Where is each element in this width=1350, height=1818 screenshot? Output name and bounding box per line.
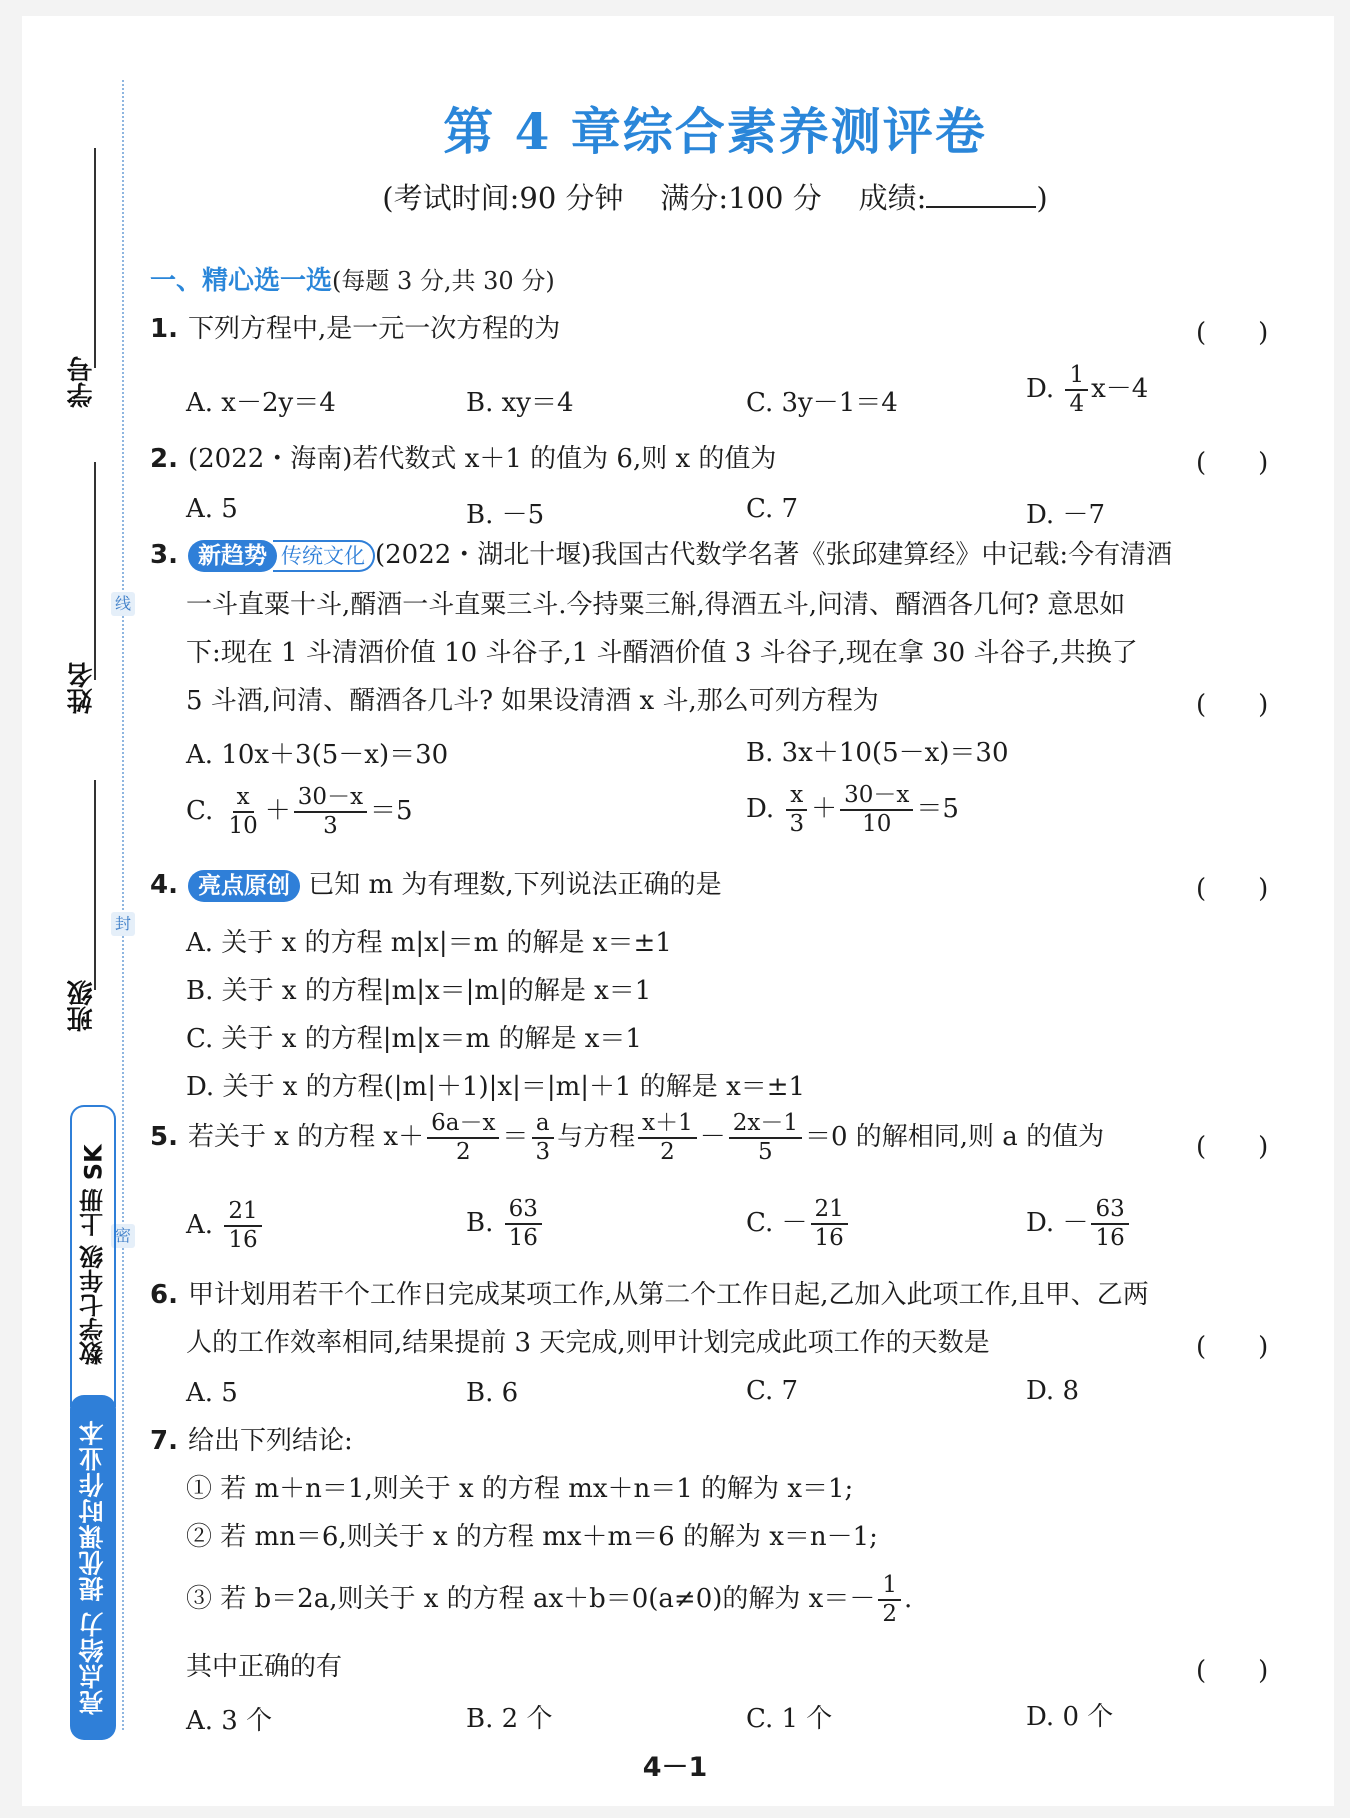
q5-option-d: D. － $\frac{63}{16}$ xyxy=(1026,1196,1132,1252)
xingming-line xyxy=(94,462,96,680)
fraction: $\frac{6a-x}{2}$ xyxy=(427,1110,499,1166)
fraction: $\frac{1}{2}$ xyxy=(878,1572,901,1628)
fraction: $\frac{30-x}{10}$ xyxy=(840,782,913,838)
xingming-label: 姓名 xyxy=(67,662,97,714)
xuehao-line xyxy=(94,148,96,368)
q6-number: 6. xyxy=(150,1280,178,1310)
q1-option-a: A. x－2y＝4 xyxy=(186,388,336,418)
q4-option-b: B. 关于 x 的方程|m|x＝|m|的解是 x＝1 xyxy=(186,976,652,1006)
banji-line xyxy=(94,780,96,990)
q3-option-d: D. $\frac{x}{3}$ ＋ $\frac{30-x}{10}$ ＝5 xyxy=(746,782,959,837)
question-6 xyxy=(150,1280,1149,1310)
score-label: 成绩: xyxy=(858,181,927,215)
q7-statement-3: ③ 若 b＝2a,则关于 x 的方程 ax＋b＝0(a≠0)的解为 x＝－ $\frac{1}{2}$ . xyxy=(186,1572,913,1627)
q1-option-b: B. xy＝4 xyxy=(466,388,574,418)
q7-statement-4: 其中正确的有 xyxy=(186,1652,343,1682)
fraction: $\frac{21}{16}$ xyxy=(811,1196,848,1252)
fraction: $\frac{30-x}{3}$ xyxy=(294,784,367,840)
q7-option-d: D. 0 个 xyxy=(1026,1702,1114,1732)
q3-number: 3. xyxy=(150,540,178,570)
trend-badge: 新趋势 xyxy=(188,540,277,572)
q1-stem: 下列方程中,是一元一次方程的为 xyxy=(187,314,561,344)
q5-option-b: B. $\frac{63}{16}$ xyxy=(466,1196,545,1252)
q3-line-1: (2022・湖北十堰)我国古代数学名著《张邱建算经》中记载:今有清酒 xyxy=(374,540,1173,570)
q6-option-a: A. 5 xyxy=(186,1378,238,1408)
q4-option-c: C. 关于 x 的方程|m|x＝m 的解是 x＝1 xyxy=(186,1024,642,1054)
q7-option-a: A. 3 个 xyxy=(186,1706,273,1736)
q6-option-b: B. 6 xyxy=(466,1378,519,1408)
q4-number: 4. xyxy=(150,870,178,900)
q6-option-c: C. 7 xyxy=(746,1376,799,1406)
question-3 xyxy=(150,540,1172,572)
book-brand-strip xyxy=(70,1105,116,1740)
q7-number: 7. xyxy=(150,1426,178,1456)
q6-line-1: 甲计划用若干个工作日完成某项工作,从第二个工作日起,乙加入此项工作,且甲、乙两 xyxy=(187,1280,1149,1310)
q3-answer-paren[interactable]: ( ) xyxy=(1196,690,1269,720)
q3-line-3: 下:现在 1 斗清酒价值 10 斗谷子,1 斗醑酒价值 3 斗谷子,现在拿 30 斗谷子,共换了 xyxy=(186,638,1138,668)
q4-option-d: D. 关于 x 的方程(|m|＋1)|x|＝|m|＋1 的解是 x＝±1 xyxy=(186,1072,806,1102)
score-blank[interactable] xyxy=(926,182,1036,208)
page-number: 4－1 xyxy=(642,1752,708,1783)
q7-option-c: C. 1 个 xyxy=(746,1704,833,1734)
q4-answer-paren[interactable]: ( ) xyxy=(1196,874,1269,904)
brand-text: 亮点给力 提优课时作业本 xyxy=(78,1419,107,1716)
q7-statement-2: ② 若 mn＝6,则关于 x 的方程 mx＋m＝6 的解为 x＝n－1; xyxy=(186,1522,878,1552)
q2-number: 2. xyxy=(150,444,178,474)
section-note: (每题 3 分,共 30 分) xyxy=(332,267,555,295)
question-1 xyxy=(150,314,560,344)
question-5: 5. 若关于 x 的方程 x＋ $\frac{6a-x}{2}$ ＝ $\frac{a}{3}$ 与方程 $\frac{x+1}{2}$ － $\frac{2x-1}{5}$ ＝0 的解相同,则 a 的值为 xyxy=(150,1110,1105,1165)
fraction: $\frac{x+1}{2}$ xyxy=(638,1110,697,1166)
q1-option-c: C. 3y－1＝4 xyxy=(746,388,898,418)
q5-answer-paren[interactable]: ( ) xyxy=(1196,1132,1269,1162)
full-score: 满分:100 分 xyxy=(660,181,822,215)
q3-option-b: B. 3x＋10(5－x)＝30 xyxy=(746,738,1009,768)
page-title: 第 4 章综合素养测评卷 xyxy=(443,102,987,161)
stamp-mi: 密 xyxy=(111,1224,135,1248)
exam-time: (考试时间:90 分钟 xyxy=(382,181,624,215)
exam-info: (考试时间:90 分钟 满分:100 分 成绩: ) xyxy=(382,181,1048,215)
question-7 xyxy=(150,1426,353,1456)
q7-stem: 给出下列结论: xyxy=(187,1426,353,1456)
fraction: $\frac{21}{16}$ xyxy=(224,1198,261,1254)
q3-option-a: A. 10x＋3(5－x)＝30 xyxy=(186,740,449,770)
fraction: $\frac{63}{16}$ xyxy=(505,1196,542,1252)
q2-answer-paren[interactable]: ( ) xyxy=(1196,448,1269,478)
q6-option-d: D. 8 xyxy=(1026,1376,1079,1406)
culture-badge: 传统文化 xyxy=(273,540,375,572)
fraction: $\frac{x}{3}$ xyxy=(785,782,808,838)
q5-option-c: C. － $\frac{21}{16}$ xyxy=(746,1196,851,1252)
fraction: $\frac{2x-1}{5}$ xyxy=(729,1110,802,1166)
q3-line-4: 5 斗酒,问清、醑酒各几斗? 如果设清酒 x 斗,那么可列方程为 xyxy=(186,686,879,716)
question-2 xyxy=(150,444,776,474)
xuehao-label: 学号 xyxy=(67,356,97,408)
q7-answer-paren[interactable]: ( ) xyxy=(1196,1656,1269,1686)
q4-option-a: A. 关于 x 的方程 m|x|＝m 的解是 x＝±1 xyxy=(186,928,672,958)
question-4 xyxy=(150,870,722,902)
fraction: $\frac{x}{10}$ xyxy=(228,784,258,839)
fraction: $\frac{1}{4}$ xyxy=(1065,362,1088,418)
book-info: 数学七年级 上册 SK xyxy=(79,1144,108,1366)
q5-option-a: A. $\frac{21}{16}$ xyxy=(186,1198,265,1254)
original-badge: 亮点原创 xyxy=(188,870,300,902)
q7-statement-1: ① 若 m＋n＝1,则关于 x 的方程 mx＋n＝1 的解为 x＝1; xyxy=(186,1474,854,1504)
q5-number: 5. xyxy=(150,1122,178,1152)
q2-option-c: C. 7 xyxy=(746,494,799,524)
stamp-feng: 封 xyxy=(111,912,135,936)
q2-option-d: D. －7 xyxy=(1026,500,1105,530)
q3-option-c: C. $\frac{x}{10}$ ＋ $\frac{30-x}{3}$ ＝5 xyxy=(186,784,413,839)
q2-option-a: A. 5 xyxy=(186,494,238,524)
fraction: $\frac{63}{16}$ xyxy=(1091,1196,1128,1252)
q6-answer-paren[interactable]: ( ) xyxy=(1196,1332,1269,1362)
q4-stem: 已知 m 为有理数,下列说法正确的是 xyxy=(308,870,722,900)
q2-option-b: B. －5 xyxy=(466,500,545,530)
section-heading: 一、精心选一选(每题 3 分,共 30 分) xyxy=(150,266,555,296)
stamp-xian: 线 xyxy=(111,592,135,616)
cut-line xyxy=(122,80,124,1730)
q1-number: 1. xyxy=(150,314,178,344)
banji-label: 班级 xyxy=(67,980,97,1032)
q7-option-b: B. 2 个 xyxy=(466,1704,553,1734)
q2-stem: (2022・海南)若代数式 x＋1 的值为 6,则 x 的值为 xyxy=(187,444,777,474)
q6-line-2: 人的工作效率相同,结果提前 3 天完成,则甲计划完成此项工作的天数是 xyxy=(186,1328,990,1358)
q1-option-d: D. $\frac{1}{4}$ x－4 xyxy=(1026,362,1149,417)
q3-line-2: 一斗直粟十斗,醑酒一斗直粟三斗.今持粟三斛,得酒五斗,问清、醑酒各几何? 意思如 xyxy=(186,590,1126,620)
q1-answer-paren[interactable]: ( ) xyxy=(1196,318,1269,348)
fraction: $\frac{a}{3}$ xyxy=(531,1110,554,1166)
